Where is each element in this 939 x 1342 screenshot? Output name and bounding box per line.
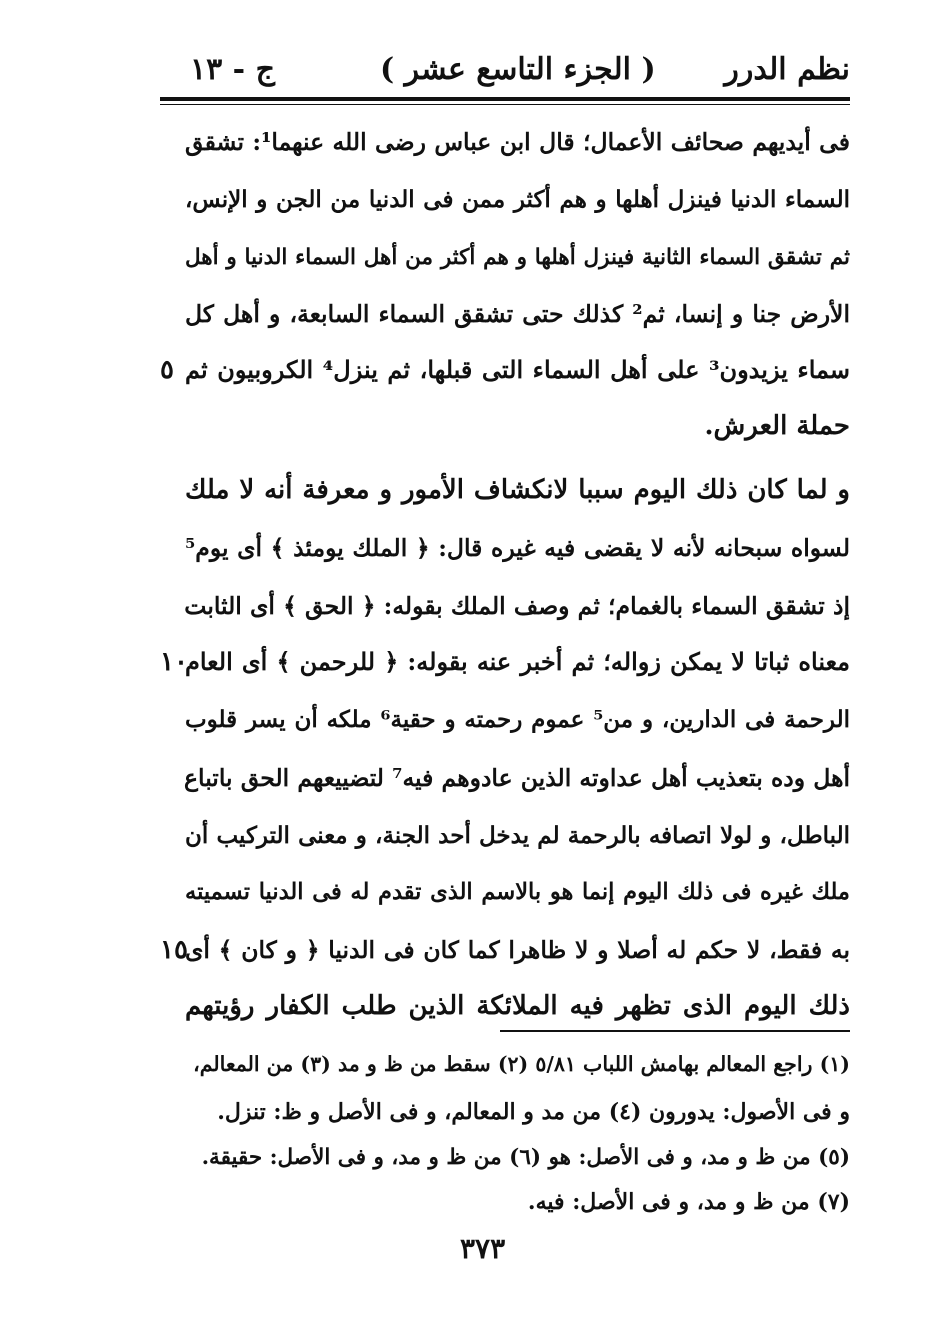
part-reference: ج - ١٣ bbox=[190, 52, 275, 87]
body-line: سماء يزيدون³ على أهل السماء التى قبلها، ثم ينزل⁴ الكروبيون ثم bbox=[185, 355, 851, 384]
line-number: ٥ bbox=[160, 355, 174, 385]
part-title: ( الجزء التاسع عشر ) bbox=[380, 52, 656, 87]
body-line: فى أيديهم صحائف الأعمال؛ قال ابن عباس رضى الله عنهما¹: تشقق bbox=[185, 128, 850, 156]
body-line: معناه ثباتا لا يمكن زواله؛ ثم أخبر عنه بقوله: ﴿ للرحمن ﴾ أى العام bbox=[185, 647, 850, 676]
running-header bbox=[170, 40, 850, 98]
body-line: ثم تشقق السماء الثانية فينزل أهلها و هم أكثر من أهل السماء الدنيا و أهل bbox=[185, 245, 850, 270]
footnote-line: (١) راجع المعالم بهامش اللباب ٥/٨١ (٢) سقط من ظ و مد (٣) من المعالم، bbox=[193, 1052, 850, 1076]
body-line: و لما كان ذلك اليوم سببا لانكشاف الأمور و معرفة أنه لا ملك bbox=[185, 475, 850, 505]
footnote-line: و فى الأصول: يدورون (٤) من مد و المعالم، و فى الأصل و ظ: تنزل. bbox=[217, 1099, 850, 1125]
body-line: أهل وده بتعذيب أهل عداوته الذين عادوهم فيه⁷ لتضييعهم الحق باتباع bbox=[184, 764, 850, 792]
body-line: الأرض جنا و إنسا، ثم² كذلك حتى تشقق السماء السابعة، و أهل كل bbox=[185, 300, 850, 328]
body-line: لسواه سبحانه لأنه لا يقضى فيه غيره قال: ﴿ الملك يومئذ ﴾ أى يوم⁵ bbox=[185, 534, 850, 562]
body-line: به فقط، لا حكم له أصلا و لا ظاهرا كما كان فى الدنيا ﴿ و كان ﴾ أى bbox=[185, 936, 850, 964]
footnote-line: (٥) من ظ و مد، و فى الأصل: هو (٦) من ظ و مد، و فى الأصل: حقيقة. bbox=[201, 1145, 850, 1170]
body-line: الباطل، و لولا اتصافه بالرحمة لم يدخل أحد الجنة، و معنى التركيب أن bbox=[185, 822, 850, 849]
body-line: حملة العرش. bbox=[704, 411, 850, 441]
header-rule bbox=[160, 97, 850, 101]
body-line: الرحمة فى الدارين، و من⁵ عموم رحمته و حقية⁶ ملكه أن يسر قلوب bbox=[185, 706, 851, 733]
book-title: نظم الدرر bbox=[724, 52, 850, 87]
footnote-line: (٧) من ظ و مد، و فى الأصل: فيه. bbox=[527, 1189, 850, 1215]
line-number: ١٥ bbox=[160, 935, 188, 965]
body-line: السماء الدنيا فينزل أهلها و هم أكثر ممن فى الدنيا من الجن و الإنس، bbox=[185, 186, 850, 213]
line-number: ١٠ bbox=[160, 647, 188, 677]
page-number: ٣٧٣ bbox=[460, 1232, 506, 1265]
body-line: ذلك اليوم الذى تظهر فيه الملائكة الذين طلب الكفار رؤيتهم bbox=[185, 991, 850, 1021]
footnote-rule bbox=[500, 1030, 850, 1032]
body-line: إذ تشقق السماء بالغمام؛ ثم وصف الملك بقوله: ﴿ الحق ﴾ أى الثابت bbox=[184, 592, 850, 620]
body-line: ملك غيره فى ذلك اليوم إنما هو بالاسم الذى تقدم له فى الدنيا تسميته bbox=[185, 879, 850, 905]
header-rule-thin bbox=[160, 104, 850, 105]
